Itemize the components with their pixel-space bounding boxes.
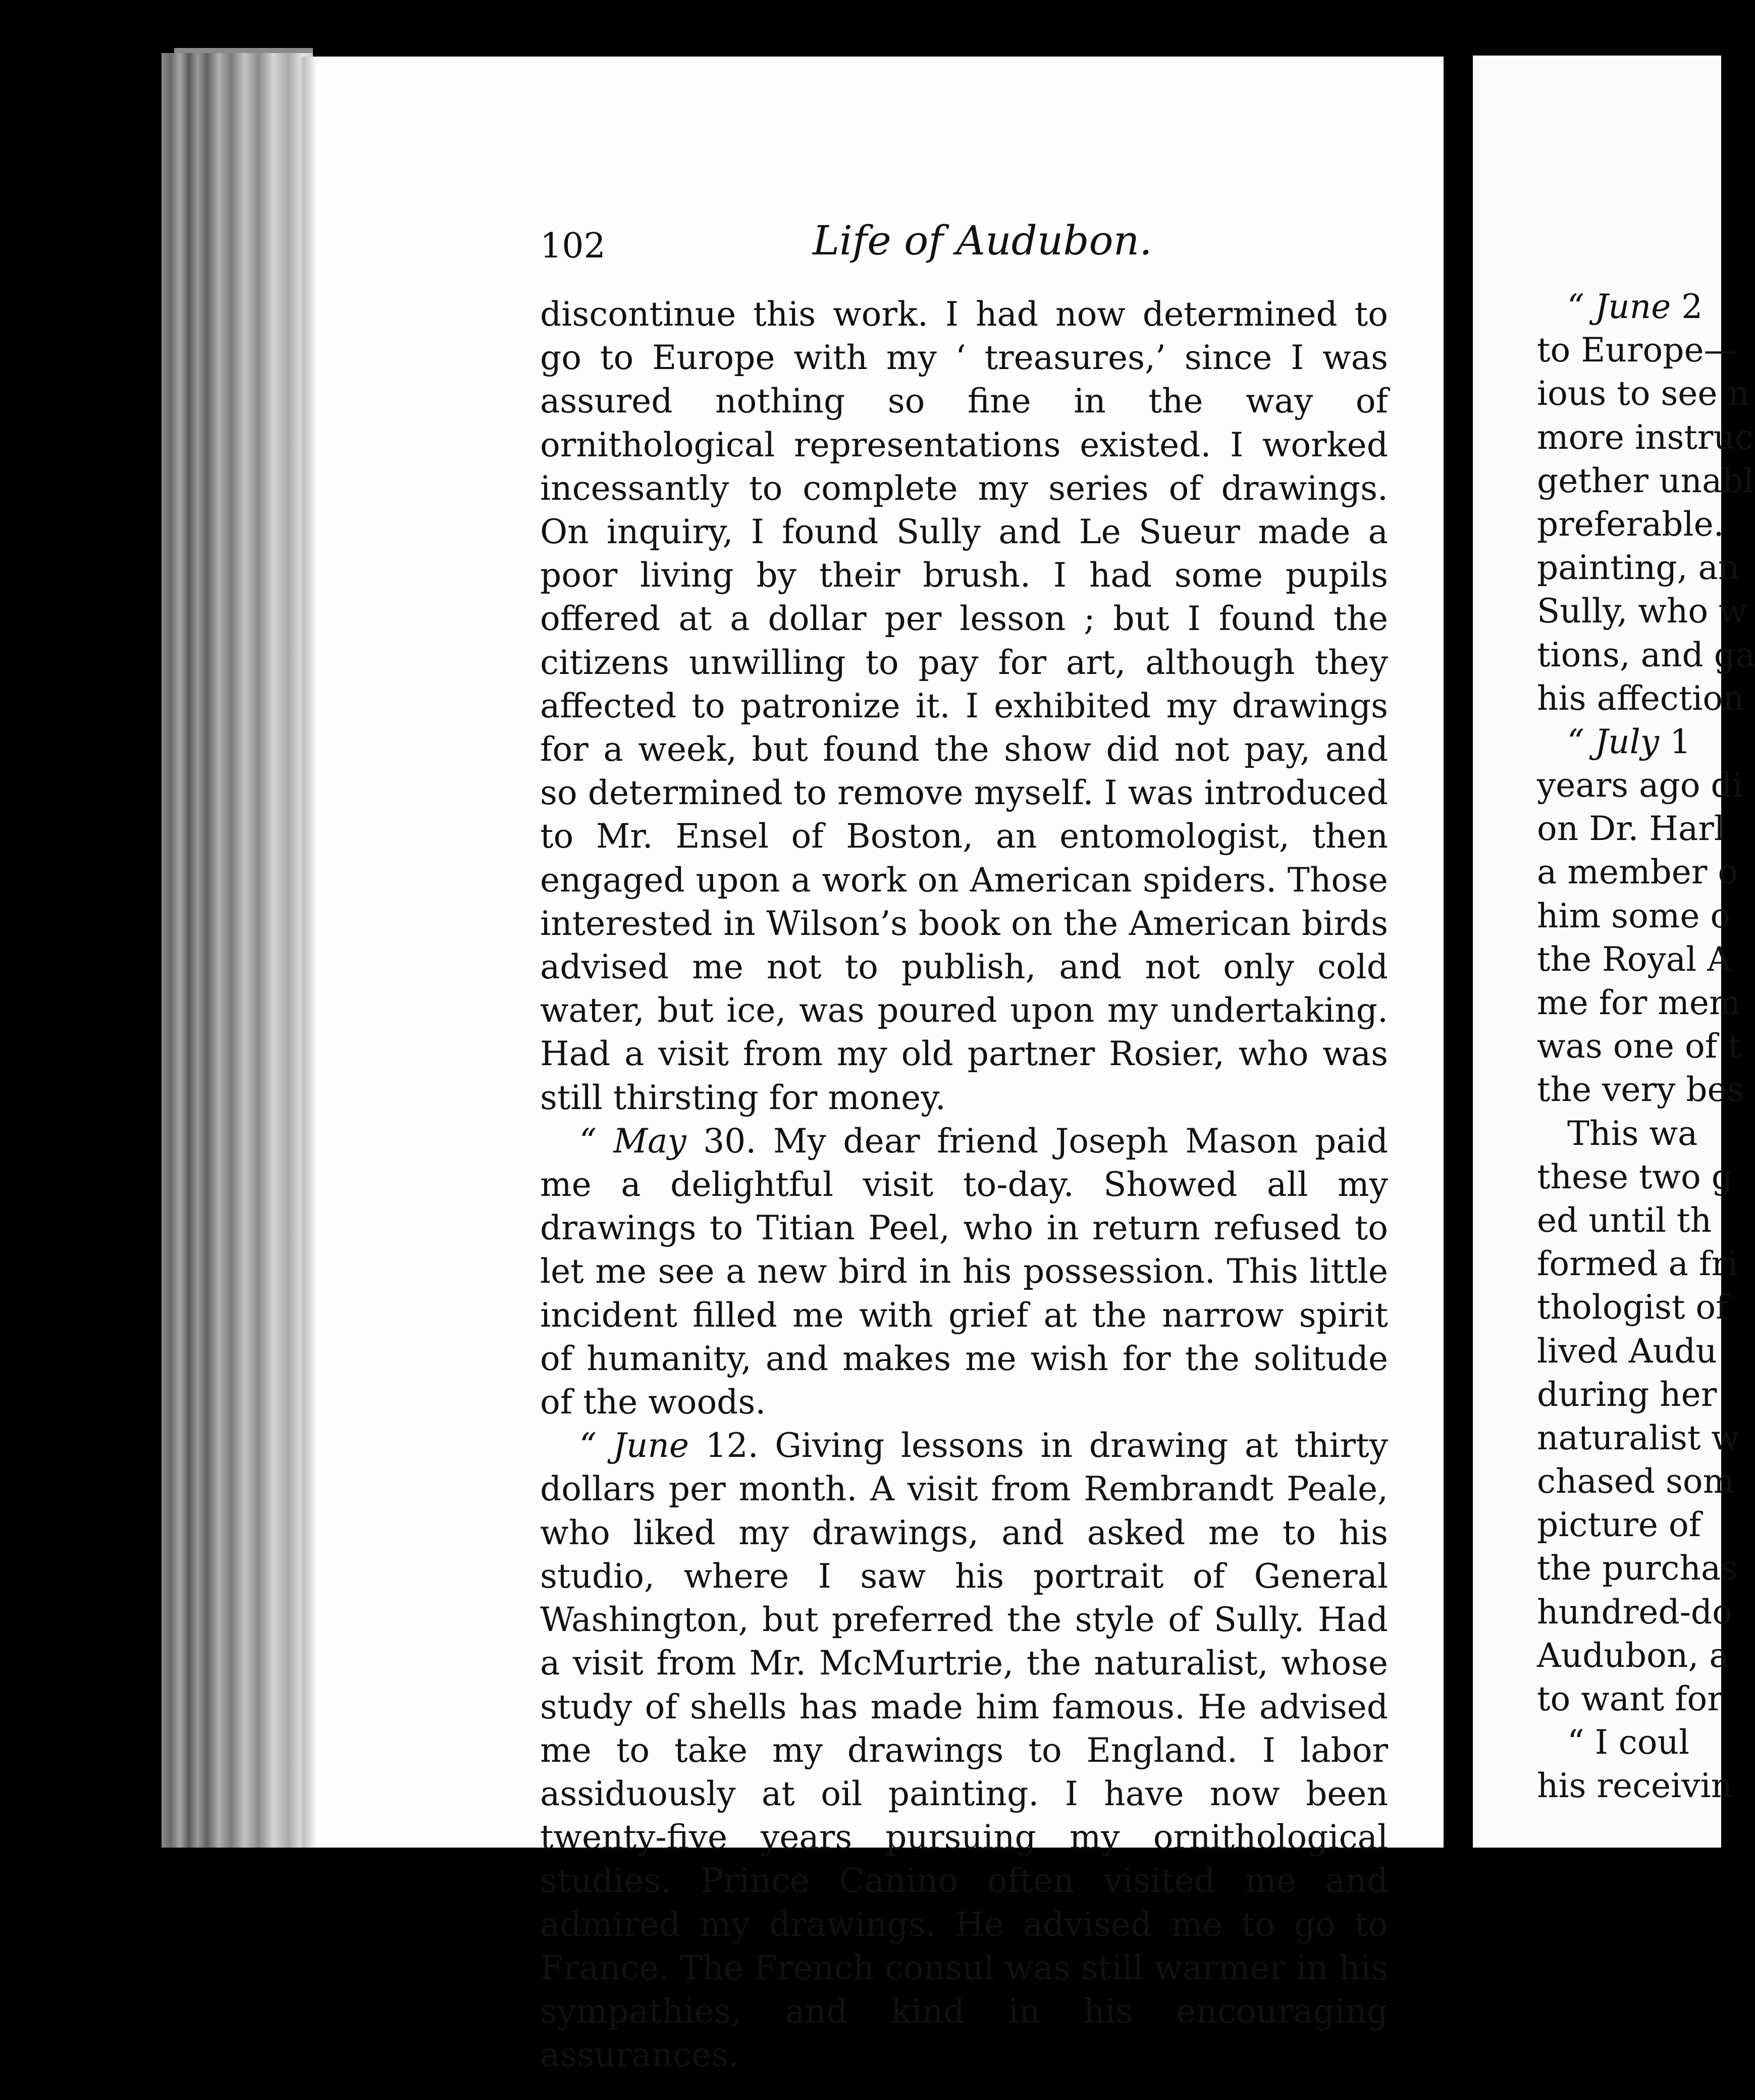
right-page-line: [1537, 720, 1729, 764]
line-text: a member o: [1537, 853, 1738, 892]
right-page-line: [1537, 1634, 1729, 1677]
line-text: “ I coul: [1567, 1723, 1690, 1762]
right-page-line: [1537, 416, 1753, 459]
left-page-body: [540, 293, 1388, 2077]
right-page-line: [1537, 329, 1737, 372]
entry-date: “ July: [1567, 722, 1660, 761]
right-page-line: [1537, 285, 1729, 329]
line-text: the purchas: [1537, 1549, 1738, 1588]
line-text: ious to see n: [1537, 374, 1749, 413]
right-page-line: [1537, 1199, 1729, 1242]
right-page-line: [1537, 372, 1749, 415]
line-text: This wa: [1567, 1114, 1698, 1153]
paragraph-text: 30. My dear friend Joseph Mason paid me a delightful visit to-day. Showed all my drawings to Titian Peel, who in return refused to let me see a new bird in his possession. This little incident filled me with grief at the narrow spirit of humanity, and makes me wish for the solitude of the woods.: [540, 1121, 1388, 1422]
right-page-line: [1537, 634, 1755, 677]
entry-date: “ June: [1567, 287, 1671, 326]
line-text: hundred-do: [1537, 1592, 1732, 1632]
line-text: on Dr. Harl: [1537, 809, 1725, 849]
line-text: gether unabl: [1537, 461, 1754, 500]
right-page-line: [1537, 503, 1729, 546]
line-text: to Europe—: [1537, 331, 1737, 370]
right-page-line: [1537, 981, 1741, 1025]
line-text: the Royal A: [1537, 939, 1731, 979]
line-text: painting, an: [1537, 548, 1740, 588]
right-page-line: [1537, 1503, 1729, 1547]
page-number: 102: [540, 226, 606, 266]
line-text: years ago di: [1537, 766, 1743, 805]
book-gutter: [1444, 56, 1473, 1848]
line-text: his affection: [1537, 678, 1744, 718]
line-text: to want for: [1537, 1679, 1723, 1718]
line-text: ed until th: [1537, 1200, 1712, 1240]
right-page-line: [1537, 546, 1740, 590]
line-text: chased som: [1537, 1462, 1735, 1501]
line-text: tions, and ga: [1537, 635, 1755, 674]
line-text: Audubon, a: [1537, 1636, 1729, 1675]
right-page-line: [1537, 851, 1738, 894]
running-title: Life of Audubon.: [813, 217, 1152, 264]
paragraph-text: 12. Giving lessons in drawing at thirty dollars per month. A visit from Rembrandt Peale, who liked my drawings, and asked me to his studio, where I saw his portrait of General Washington, but preferred the style of Sully. Had a visit from Mr. McMurtrie, the naturalist, whose study of shells has made him famous. He advised me to take my drawings to England. I labor assiduously at oil painting. I have now been twenty-five years pursuing my ornithological studies. Prince Canino often visited me and admired my drawings. He advised me to go to France. The French consul was still warmer in his sympathies, and kind in his encouraging assurances.: [540, 1426, 1388, 2075]
right-page-line: [1537, 1764, 1733, 1808]
line-text: formed a fri: [1537, 1244, 1738, 1284]
right-page-line: [1537, 1286, 1729, 1329]
right-page-line: [1537, 1068, 1744, 1112]
right-page-line: [1537, 677, 1744, 720]
paragraph: [540, 1120, 1388, 1424]
right-page-line: [1537, 459, 1754, 503]
right-page-body: [1537, 285, 1755, 1808]
line-text: his receivin: [1537, 1766, 1733, 1806]
paragraph-text: discontinue this work. I had now determined to go to Europe with my ‘ treasures,’ since I was assured nothing so fine in the way of ornithological representations existed. I worked incessantly to complete my series of drawings. On inquiry, I found Sully and Le Sueur made a poor living by their brush. I had some pupils offered at a dollar per lesson ; but I found the citizens unwilling to pay for art, although they affected to patronize it. I exhibited my drawings for a week, but found the show did not pay, and so determined to remove myself. I was introduced to Mr. Ensel of Boston, an entomologist, then engaged upon a work on American spiders. Those interested in Wilson’s book on the American birds advised me not to publish, and not only cold water, but ice, was poured upon my undertaking. Had a visit from my old partner Rosier, who was still thirsting for money.: [540, 295, 1388, 1117]
line-text: lived Audu: [1537, 1331, 1717, 1371]
right-page-line: [1537, 1373, 1729, 1416]
running-head: [540, 217, 1433, 278]
entry-date: “ May: [579, 1121, 686, 1161]
line-text: during her: [1537, 1375, 1717, 1414]
right-page-line: [1537, 590, 1747, 633]
right-page-line: [1537, 938, 1729, 981]
right-page-line: [1537, 895, 1729, 938]
right-page-line: [1537, 807, 1729, 851]
paragraph: [540, 293, 1388, 1120]
right-page-line: [1537, 1721, 1729, 1764]
right-page-line: [1537, 1547, 1738, 1590]
line-text: the very bes: [1537, 1070, 1744, 1110]
line-text: Sully, who w: [1537, 592, 1747, 631]
right-page-line: [1537, 1591, 1732, 1634]
right-page-line: [1537, 1156, 1733, 1199]
line-text: naturalist w: [1537, 1418, 1740, 1457]
paragraph: [540, 1424, 1388, 2077]
line-text: him some o: [1537, 896, 1731, 935]
line-text: more instruc: [1537, 417, 1753, 457]
right-page-line: [1537, 1242, 1738, 1286]
line-text: thologist of: [1537, 1288, 1728, 1327]
right-page-line: [1537, 764, 1743, 807]
line-text: 2: [1671, 287, 1703, 326]
right-page-line: [1537, 1677, 1729, 1721]
line-text: me for mem: [1537, 983, 1741, 1022]
book-page-edges: [162, 53, 313, 1848]
right-page-line: [1537, 1416, 1740, 1460]
right-page-line: [1537, 1112, 1729, 1156]
right-page-line: [1537, 1025, 1741, 1068]
entry-date: “ June: [579, 1426, 689, 1465]
line-text: these two g: [1537, 1157, 1733, 1196]
line-text: preferable.: [1537, 504, 1724, 544]
line-text: 1: [1659, 722, 1691, 761]
line-text: picture of: [1537, 1505, 1701, 1545]
line-text: was one of t: [1537, 1027, 1741, 1066]
left-page-shadow: [303, 57, 317, 1848]
right-page-line: [1537, 1460, 1735, 1503]
right-page-line: [1537, 1330, 1729, 1373]
